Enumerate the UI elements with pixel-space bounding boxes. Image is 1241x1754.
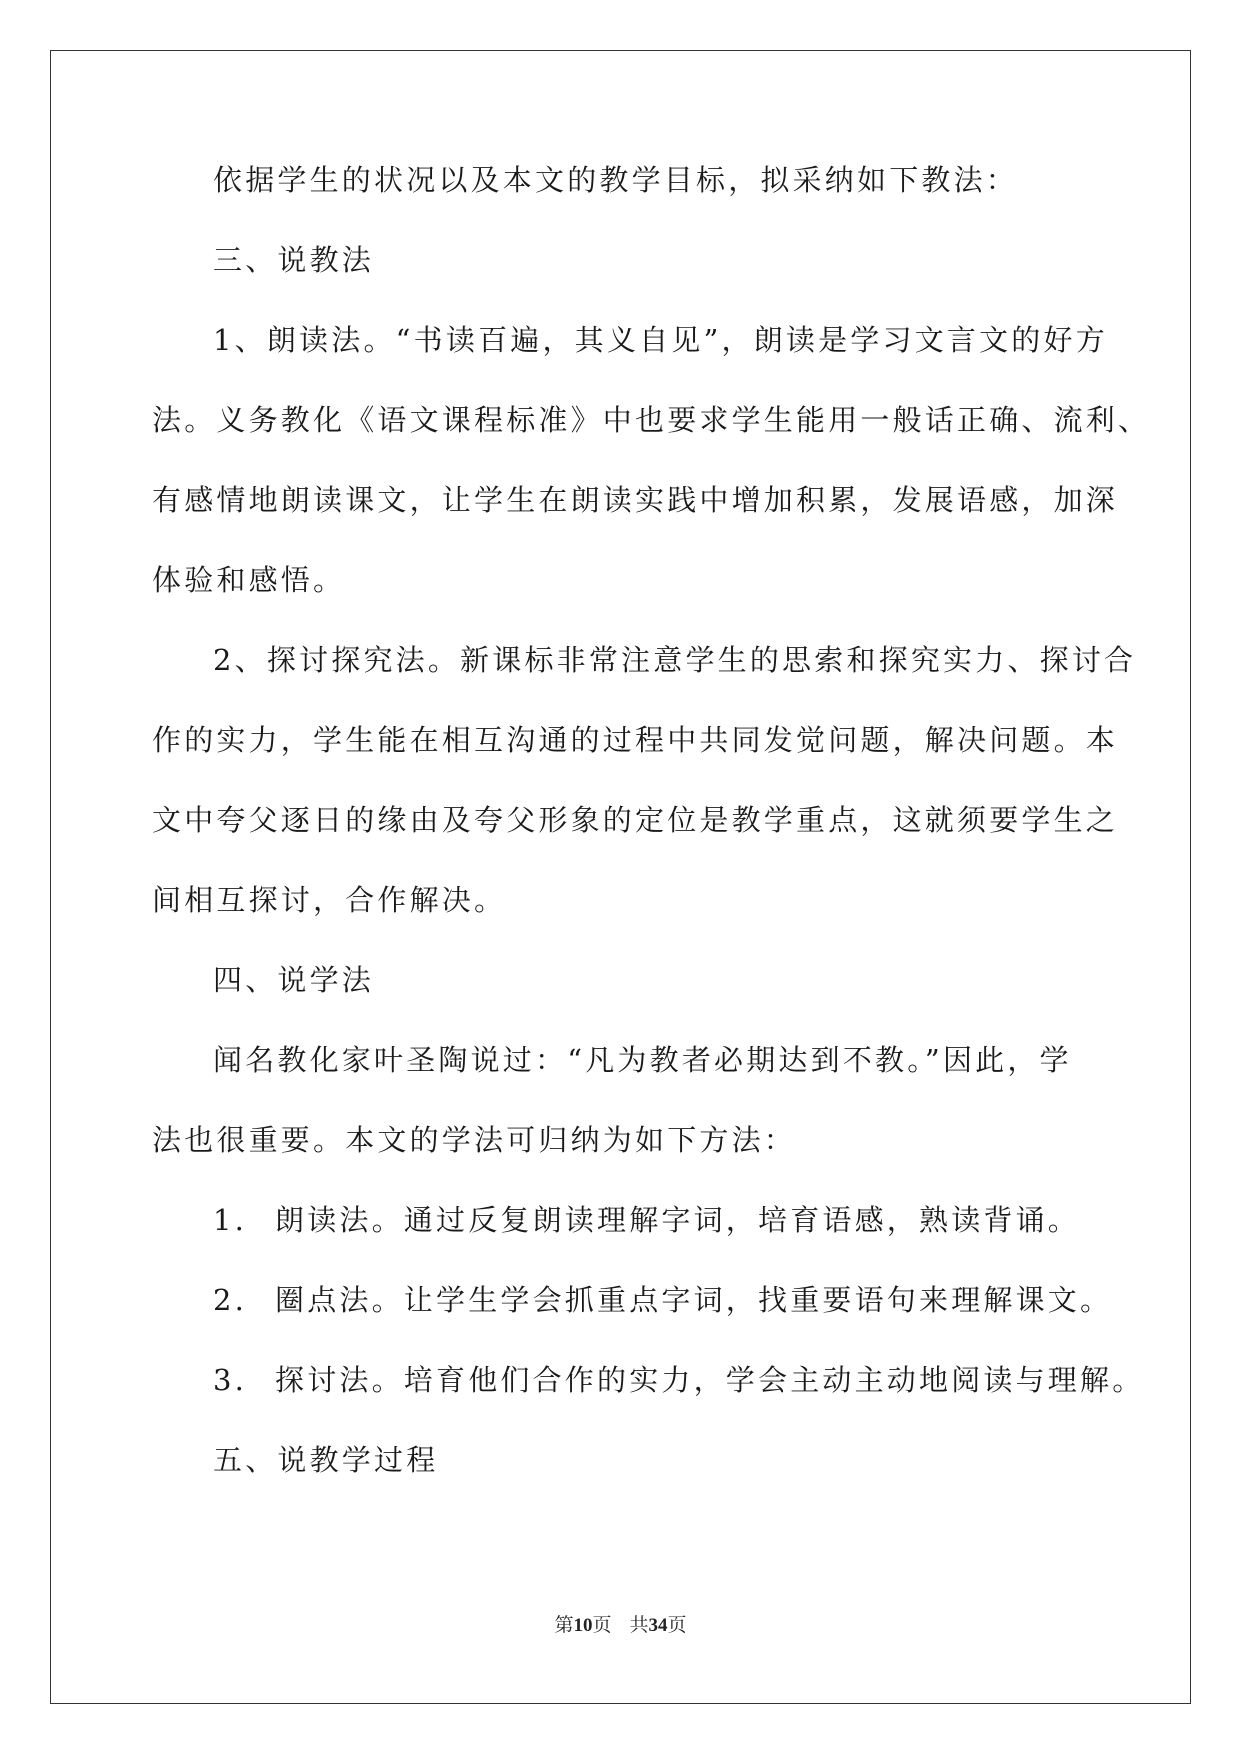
footer-page-number: 10 <box>573 1615 593 1636</box>
paragraph-line: 作的实力，学生能在相互沟通的过程中共同发觉问题，解决问题。本 <box>152 723 1119 757</box>
footer-total-pages: 34 <box>648 1615 668 1636</box>
list-item <box>213 1280 1112 1320</box>
paragraph-line: 法。义务教化《语文课程标准》中也要求学生能用一般话正确、流利、 <box>152 403 1151 437</box>
list-item-text: 圈点法。让学生学会抓重点字词，找重要语句来理解课文。 <box>275 1283 1113 1317</box>
list-item-number: 1. <box>213 1203 248 1237</box>
list-item-text: 探讨法。培育他们合作的实力，学会主动主动地阅读与理解。 <box>275 1363 1145 1397</box>
list-item-text: 朗读法。通过反复朗读理解字词，培育语感，熟读背诵。 <box>275 1203 1081 1237</box>
list-item-number: 2. <box>213 1283 248 1317</box>
footer-total-suffix: 页 <box>667 1615 687 1636</box>
paragraph-line: 闻名教化家叶圣陶说过：“凡为教者必期达到不教。”因此，学 <box>213 1043 1072 1077</box>
list-item <box>213 1360 1144 1400</box>
section-heading: 四、说学法 <box>213 963 375 997</box>
paragraph-line: 间相互探讨，合作解决。 <box>152 883 507 917</box>
paragraph-line: 2、探讨探究法。新课标非常注意学生的思索和探究实力、探讨合 <box>213 643 1137 677</box>
paragraph-line: 1、朗读法。“书读百遍，其义自见”，朗读是学习文言文的好方 <box>213 323 1108 357</box>
page-footer <box>0 1610 1241 1637</box>
section-heading: 三、说教法 <box>213 243 375 277</box>
list-item <box>213 1200 1080 1240</box>
list-item-number: 3. <box>213 1363 248 1397</box>
footer-page-prefix: 第 <box>554 1615 574 1636</box>
paragraph-line: 文中夸父逐日的缘由及夸父形象的定位是教学重点，这就须要学生之 <box>152 803 1119 837</box>
paragraph-line: 法也很重要。本文的学法可归纳为如下方法： <box>152 1123 797 1157</box>
footer-total-prefix: 共 <box>629 1615 649 1636</box>
paragraph-line: 依据学生的状况以及本文的教学目标，拟采纳如下教法： <box>213 163 1019 197</box>
footer-page-suffix: 页 <box>592 1615 612 1636</box>
paragraph-line: 有感情地朗读课文，让学生在朗读实践中增加积累，发展语感，加深 <box>152 483 1119 517</box>
paragraph-line: 体验和感悟。 <box>152 563 346 597</box>
section-heading: 五、说教学过程 <box>213 1443 439 1477</box>
